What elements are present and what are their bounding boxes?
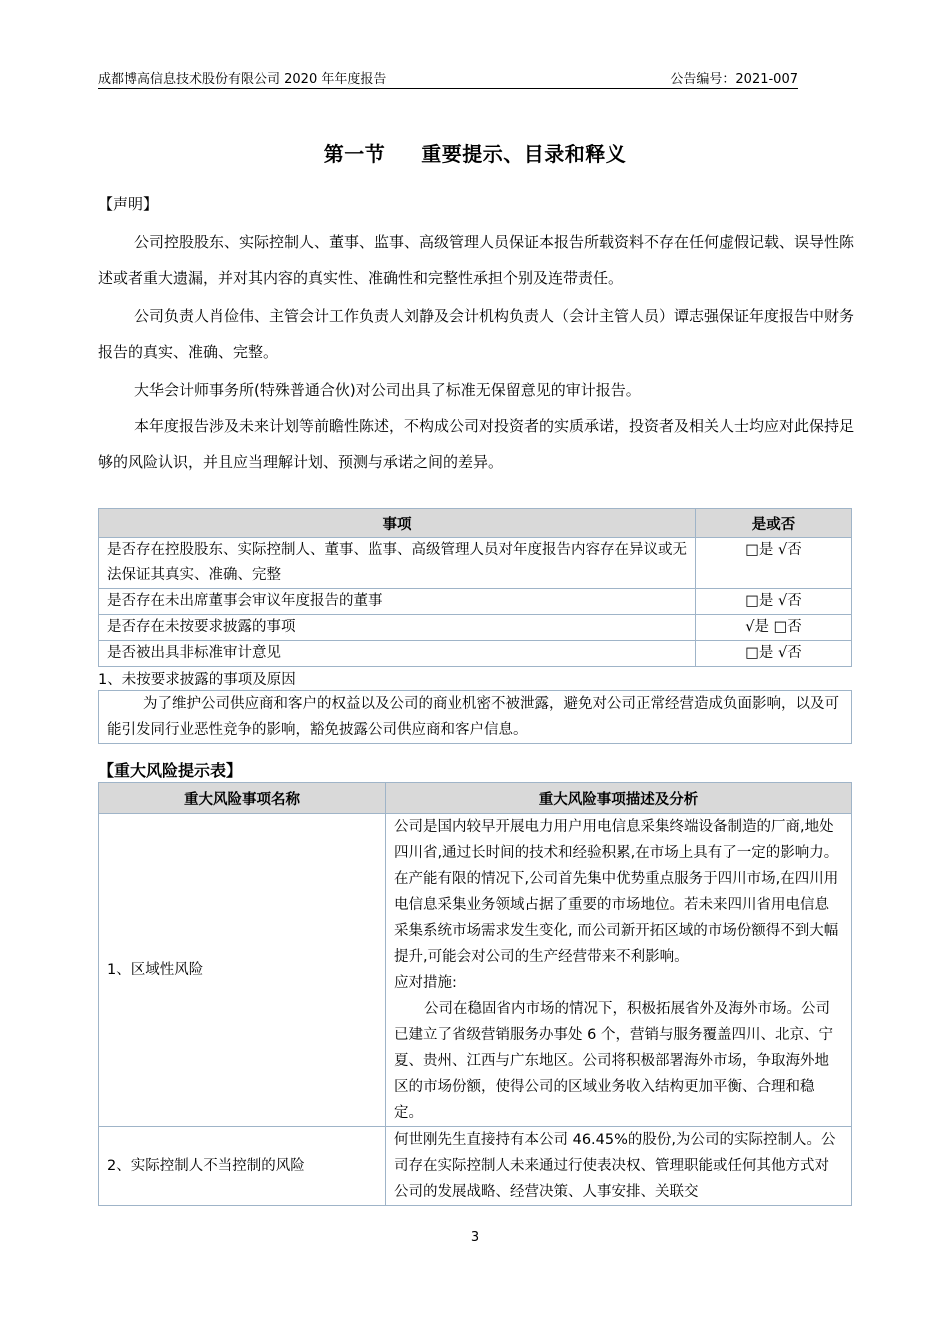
declaration-paragraph: 公司控股股东、实际控制人、董事、监事、高级管理人员保证本报告所载资料不存在任何虚假记载、误导性陈述或者重大遗漏，并对其内容的真实性、准确性和完整性承担个别及连带责任。 [98,233,855,287]
item-cell: 是否存在未出席董事会审议年度报告的董事 [99,589,696,615]
table-row [99,814,852,1127]
table-row [99,615,852,641]
risk-description: 公司是国内较早开展电力用户用电信息采集终端设备制造的厂商,地处四川省,通过长时间的技术和经验积累,在市场上具有了一定的影响力。在产能有限的情况下,公司首先集中优势重点服务于四川市场,在四川用电信息采集业务领域占据了重要的市场地位。若未来四川省用电信息采集系统市场需求发生变化, 而公司新开拓区域的市场份额得不到大幅提升,可能会对公司的生产经营带来不利影响。 [394,819,839,965]
table-row [99,538,852,589]
section-title [0,138,950,167]
risk-name-cell: 2、实际控制人不当控制的风险 [99,1127,386,1206]
page-number: 3 [470,1230,480,1245]
undisclosed-label: 1、未按要求披露的事项及原因 [98,672,296,688]
item-cell: 是否存在控股股东、实际控制人、董事、监事、高级管理人员对年度报告内容存在异议或无法保证其真实、准确、完整 [99,538,696,589]
items-table [98,508,852,667]
risk-table [98,782,852,1206]
items-table-header [99,509,852,538]
answer-cell: □是 √否 [696,538,852,589]
declaration-paragraph: 大华会计师事务所(特殊普通合伙)对公司出具了标准无保留意见的审计报告。 [134,381,641,399]
header-company-report: 成都博高信息技术股份有限公司 2020 年年度报告 [98,72,387,87]
section-name: 重要提示、目录和释义 [421,142,627,166]
risk-description: 何世刚先生直接持有本公司 46.45%的股份,为公司的实际控制人。公司存在实际控制人未来通过行使表决权、管理职能或任何其他方式对公司的发展战略、经营决策、人事安排、关联交 [394,1132,836,1200]
undisclosed-reason: 为了维护公司供应商和客户的权益以及公司的商业机密不被泄露，避免对公司正常经营造成负面影响，以及可能引发同行业恶性竞争的影响，豁免披露公司供应商和客户信息。 [98,690,852,744]
measure-text: 公司在稳固省内市场的情况下，积极拓展省外及海外市场。公司已建立了省级营销服务办事处 6 个，营销与服务覆盖四川、北京、宁夏、贵州、江西与广东地区。公司将积极部署海外市场，争取海外地区的市场份额，使得公司的区域业务收入结构更加平衡、合理和稳定。 [394,1001,833,1121]
risk-table-header [99,783,852,814]
section-number: 第一节 [323,142,386,166]
header-answer: 是或否 [696,509,852,538]
page-header [98,66,798,89]
answer-cell: □是 √否 [696,641,852,667]
table-row [99,589,852,615]
declaration-paragraph: 公司负责人肖俭伟、主管会计工作负责人刘静及会计机构负责人（会计主管人员）谭志强保证年度报告中财务报告的真实、准确、完整。 [98,307,855,361]
risk-table-title: 【重大风险提示表】 [98,761,243,780]
declaration-paragraph: 本年度报告涉及未来计划等前瞻性陈述，不构成公司对投资者的实质承诺，投资者及相关人士均应对此保持足够的风险认识，并且应当理解计划、预测与承诺之间的差异。 [98,417,855,471]
item-cell: 是否存在未按要求披露的事项 [99,615,696,641]
risk-name-cell: 1、区域性风险 [99,814,386,1127]
risk-desc-cell [386,814,852,1127]
answer-cell: √是 □否 [696,615,852,641]
measure-label: 应对措施: [394,975,457,991]
header-item: 事项 [99,509,696,538]
risk-desc-cell [386,1127,852,1206]
table-row [99,1127,852,1206]
table-row [99,641,852,667]
header-risk-desc: 重大风险事项描述及分析 [386,783,852,814]
declaration-label: 【声明】 [98,195,159,213]
header-risk-name: 重大风险事项名称 [99,783,386,814]
item-cell: 是否被出具非标准审计意见 [99,641,696,667]
header-announcement-number: 公告编号：2021-007 [670,72,798,87]
answer-cell: □是 √否 [696,589,852,615]
